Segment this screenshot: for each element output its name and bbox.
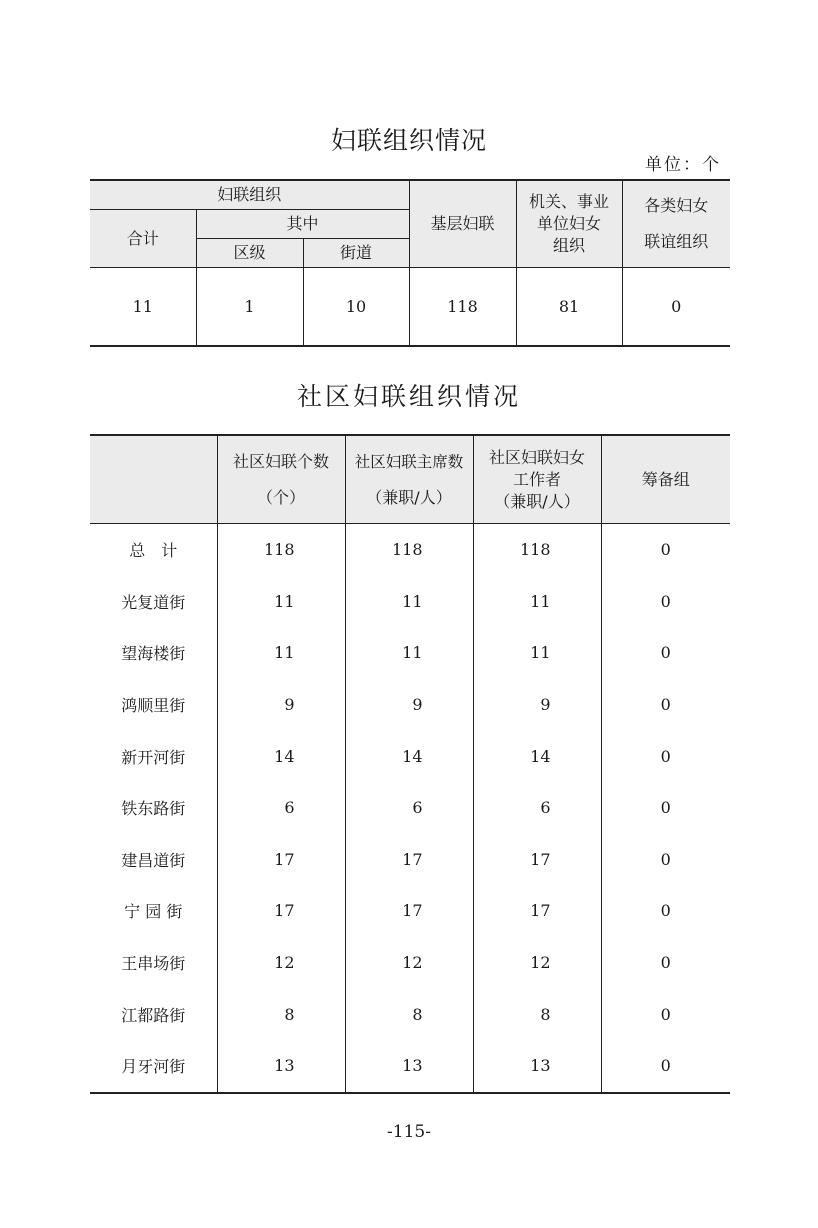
value-grassroots: 118	[409, 268, 516, 347]
value-total: 11	[90, 268, 196, 347]
header-count-line2: （个）	[256, 487, 305, 507]
row-chairs: 17	[345, 885, 473, 937]
row-name: 铁东路街	[90, 782, 217, 834]
table-row	[90, 627, 730, 679]
table-row	[90, 576, 730, 628]
table-row	[90, 730, 730, 782]
row-workers: 17	[473, 834, 601, 886]
unit-label: 单位：个	[645, 155, 721, 175]
header-blank	[90, 435, 217, 524]
table-row	[90, 834, 730, 886]
row-chairs: 12	[345, 937, 473, 989]
row-chairs: 8	[345, 988, 473, 1040]
header-institutions-line1: 机关、事业	[529, 192, 610, 211]
header-workers-line2: 工作者	[512, 469, 561, 489]
header-friendship-line1: 各类妇女	[644, 196, 709, 215]
header-chairs-line1: 社区妇联主席数	[354, 452, 464, 471]
row-chairs: 118	[345, 524, 473, 576]
row-count: 9	[217, 679, 345, 731]
row-workers: 8	[473, 988, 601, 1040]
table2-title: 社区妇联组织情况	[296, 382, 521, 411]
row-chairs: 9	[345, 679, 473, 731]
womens-federation-table	[90, 179, 730, 347]
table-row	[90, 782, 730, 834]
row-prep: 0	[601, 937, 730, 989]
header-friendship-line2: 联谊组织	[644, 232, 709, 251]
header-chairs	[345, 435, 473, 524]
row-workers: 9	[473, 679, 601, 731]
header-total: 合计	[90, 210, 196, 268]
header-friendship	[622, 180, 730, 268]
row-prep: 0	[601, 730, 730, 782]
value-district: 1	[196, 268, 303, 347]
row-prep: 0	[601, 782, 730, 834]
header-count-line1: 社区妇联个数	[232, 451, 329, 471]
header-institutions-line3: 组织	[553, 236, 586, 255]
row-name: 江都路街	[90, 988, 217, 1040]
row-count: 11	[217, 576, 345, 628]
row-workers: 14	[473, 730, 601, 782]
table1-title: 妇联组织情况	[330, 126, 487, 155]
row-workers: 13	[473, 1040, 601, 1093]
table-row	[90, 937, 730, 989]
row-count: 118	[217, 524, 345, 576]
header-chairs-line2: （兼职/人）	[366, 487, 452, 507]
row-name: 月牙河街	[90, 1040, 217, 1093]
header-institutions	[516, 180, 622, 268]
row-count: 14	[217, 730, 345, 782]
header-prep: 筹备组	[601, 435, 730, 524]
row-chairs: 17	[345, 834, 473, 886]
value-institutions: 81	[516, 268, 622, 347]
row-prep: 0	[601, 1040, 730, 1093]
table-row	[90, 679, 730, 731]
row-prep: 0	[601, 524, 730, 576]
table-row	[90, 988, 730, 1040]
community-federation-table	[90, 434, 730, 1094]
row-workers: 17	[473, 885, 601, 937]
row-chairs: 11	[345, 576, 473, 628]
row-name: 宁 园 街	[90, 885, 217, 937]
row-name: 总 计	[90, 524, 217, 576]
header-count	[217, 435, 345, 524]
row-count: 17	[217, 885, 345, 937]
row-count: 6	[217, 782, 345, 834]
row-prep: 0	[601, 988, 730, 1040]
row-chairs: 11	[345, 627, 473, 679]
header-of-which: 其中	[196, 210, 409, 239]
header-workers	[473, 435, 601, 524]
table-row	[90, 268, 730, 347]
value-street: 10	[303, 268, 409, 347]
row-name: 新开河街	[90, 730, 217, 782]
row-count: 13	[217, 1040, 345, 1093]
row-prep: 0	[601, 679, 730, 731]
row-chairs: 13	[345, 1040, 473, 1093]
table-row	[90, 524, 730, 576]
table-row	[90, 885, 730, 937]
row-count: 17	[217, 834, 345, 886]
row-prep: 0	[601, 885, 730, 937]
row-name: 建昌道街	[90, 834, 217, 886]
header-district: 区级	[196, 239, 303, 268]
header-grassroots: 基层妇联	[409, 180, 516, 268]
row-name: 望海楼街	[90, 627, 217, 679]
header-group: 妇联组织	[90, 180, 409, 210]
row-workers: 11	[473, 576, 601, 628]
row-workers: 11	[473, 627, 601, 679]
row-prep: 0	[601, 627, 730, 679]
row-prep: 0	[601, 576, 730, 628]
row-prep: 0	[601, 834, 730, 886]
value-friendship: 0	[622, 268, 730, 347]
row-count: 8	[217, 988, 345, 1040]
row-workers: 118	[473, 524, 601, 576]
page-number: -115-	[387, 1122, 431, 1142]
header-institutions-line2: 单位妇女	[537, 214, 602, 233]
row-count: 11	[217, 627, 345, 679]
row-name: 光复道街	[90, 576, 217, 628]
table-row	[90, 1040, 730, 1093]
row-name: 鸿顺里街	[90, 679, 217, 731]
header-workers-line1: 社区妇联妇女	[488, 447, 585, 467]
row-workers: 6	[473, 782, 601, 834]
row-name: 王串场街	[90, 937, 217, 989]
row-chairs: 6	[345, 782, 473, 834]
row-chairs: 14	[345, 730, 473, 782]
header-street: 街道	[303, 239, 409, 268]
header-workers-line3: （兼职/人）	[494, 491, 580, 511]
row-count: 12	[217, 937, 345, 989]
row-workers: 12	[473, 937, 601, 989]
